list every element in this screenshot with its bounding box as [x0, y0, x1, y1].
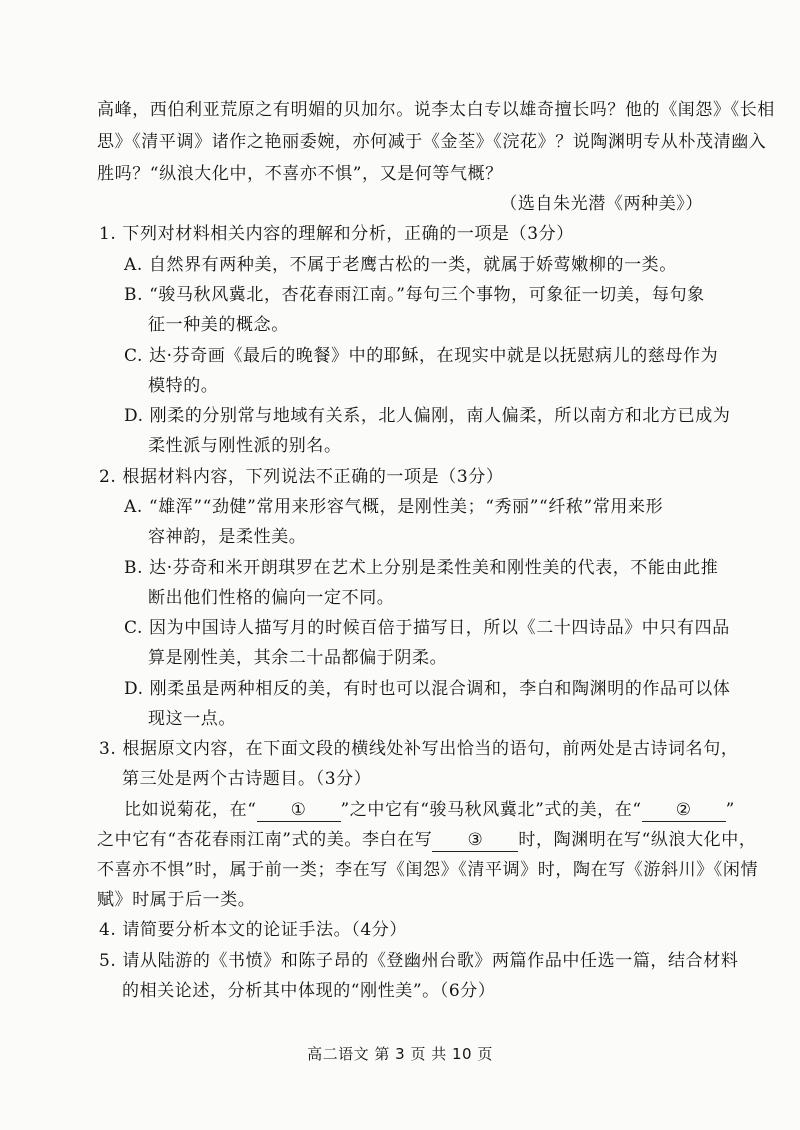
passage-line: 思》《清平调》诸作之艳丽委婉，亦何减于《金荃》《浣花》？说陶渊明专从朴茂清幽入: [97, 132, 767, 152]
passage-line: 胜吗？“纵浪大化中，不喜亦不惧”，又是何等气概？: [97, 164, 503, 184]
option-d: D. 刚柔虽是两种相反的美，有时也可以混合调和，李白和陶渊明的作品可以体: [124, 679, 731, 699]
fill-passage-line: [97, 829, 756, 852]
option-a: A. “雄浑”“劲健”常用来形容气概，是刚性美；“秀丽”“纤秾”常用来形: [124, 497, 664, 517]
blank-3[interactable]: ③: [432, 829, 518, 852]
option-a-cont: 容神韵，是柔性美。: [148, 527, 307, 547]
option-c-cont: 算是刚性美，其余二十品都偏于阴柔。: [148, 648, 448, 668]
option-c-cont: 模特的。: [148, 376, 219, 396]
fill-text: 时，陶渊明在写“纵浪大化中，: [518, 830, 757, 850]
question-stem: 2. 根据材料内容，下列说法不正确的一项是（3分）: [99, 467, 504, 487]
fill-text: ”: [725, 800, 735, 820]
option-b-cont: 征一种美的概念。: [148, 315, 289, 335]
option-c: C. 达·芬奇画《最后的晚餐》中的耶稣，在现实中就是以抚慰病儿的慈母作为: [124, 346, 719, 366]
question-4: 4. 请简要分析本文的论证手法。（4分）: [99, 920, 407, 940]
option-b: B. “骏马秋风冀北，杏花春雨江南。”每句三个事物，可象征一切美，每句象: [124, 285, 705, 305]
fill-text: 之中它有“杏花春雨江南”式的美。李白在写: [97, 830, 433, 850]
question-stem-cont: 的相关论述，分析其中体现的“刚性美”。（6分）: [122, 981, 496, 1001]
fill-text: 比如说菊花，在“: [124, 800, 257, 820]
option-c: C. 因为中国诗人描写月的时候百倍于描写日，所以《二十四诗品》中只有四品: [124, 618, 730, 638]
passage-source: （选自朱光潜《两种美》）: [500, 194, 703, 214]
question-stem: 5. 请从陆游的《书愤》和陈子昂的《登幽州台歌》两篇作品中任选一篇，结合材料: [99, 951, 739, 971]
passage-line: 高峰，西伯利亚荒原之有明媚的贝加尔。说李太白专以雄奇擅长吗？他的《闺怨》《长相: [97, 100, 775, 120]
question-stem-cont: 第三处是两个古诗题目。（3分）: [122, 769, 372, 789]
fill-text: ”之中它有“骏马秋风冀北”式的美，在“: [340, 800, 642, 820]
option-b: B. 达·芬奇和米开朗琪罗在艺术上分别是柔性美和刚性美的代表，不能由此推: [124, 558, 719, 578]
question-stem: 1. 下列对材料相关内容的理解和分析，正确的一项是（3分）: [99, 224, 574, 244]
question-stem: 3. 根据原文内容，在下面文段的横线处补写出恰当的语句，前两处是古诗词名句，: [99, 739, 739, 759]
option-a: A. 自然界有两种美，不属于老鹰古松的一类，就属于娇莺嫩柳的一类。: [124, 255, 677, 275]
fill-passage-line: 不喜亦不惧”时，属于前一类；李在写《闺怨》《清平调》时，陶在写《游斜川》《闲情: [97, 860, 759, 880]
option-d: D. 刚柔的分别常与地域有关系，北人偏刚，南人偏柔，所以南方和北方已成为: [124, 406, 731, 426]
page-footer: 高二语文 第 3 页 共 10 页: [307, 1045, 493, 1063]
fill-passage-line: 赋》时属于后一类。: [97, 890, 256, 910]
option-b-cont: 断出他们性格的偏向一定不同。: [148, 588, 395, 608]
fill-passage-line: [124, 799, 735, 822]
blank-1[interactable]: ①: [257, 799, 341, 822]
option-d-cont: 现这一点。: [148, 709, 236, 729]
blank-2[interactable]: ②: [642, 799, 726, 822]
option-d-cont: 柔性派与刚性派的别名。: [148, 436, 342, 456]
